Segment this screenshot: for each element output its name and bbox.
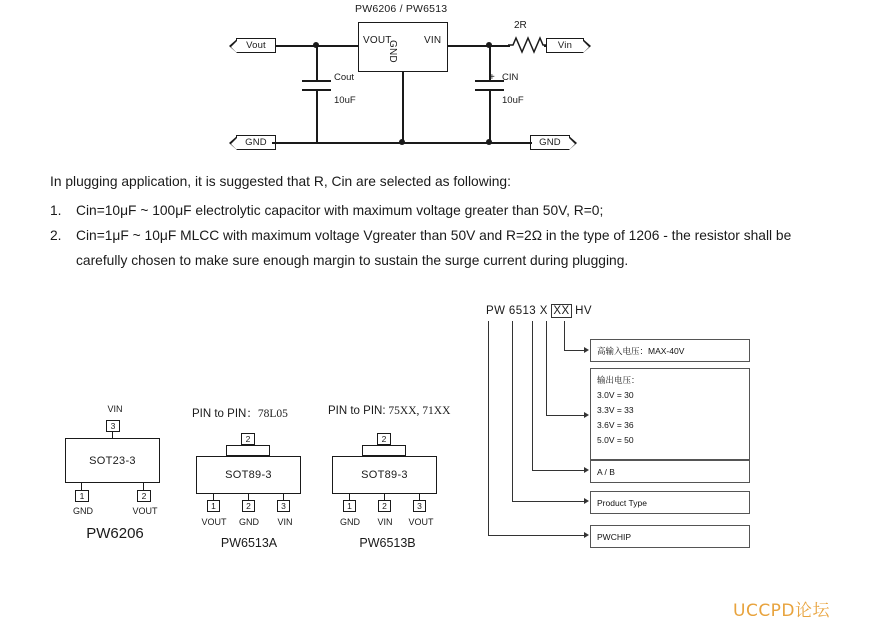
decoder-output-voltage-line-4: 5.0V = 50	[597, 435, 634, 445]
notes-intro: In plugging application, it is suggested that R, Cin are selected as following:	[50, 174, 511, 189]
pw6206-lead-2	[143, 483, 144, 490]
note-item-2-number: 2.	[50, 228, 62, 243]
cout-plate-top	[302, 80, 331, 82]
pw6513a-pin-to-pin-label: PIN to PIN：	[192, 408, 258, 420]
decoder-box-product-type: Product Type	[590, 491, 750, 514]
pw6513b-pin-2-label: VIN	[377, 517, 393, 527]
pw6206-name: PW6206	[86, 525, 144, 542]
pw6513b-pin-to-pin-label: PIN to PIN:	[328, 405, 386, 417]
ic-part-title: PW6206 / PW6513	[355, 3, 448, 15]
decoder-conn-pwchip	[488, 535, 587, 536]
decoder-box-pwchip: PWCHIP	[590, 525, 750, 548]
pw6513b-pin-2-num-top: 2	[377, 433, 391, 445]
decoder-conn-product-type	[512, 501, 587, 502]
pw6206-pin-2-num: 2	[137, 490, 151, 502]
pw6513a-pin-to-pin-value: 78L05	[257, 408, 288, 420]
wire-cin-bottom	[489, 89, 491, 142]
decoder-arrow-ab	[584, 467, 589, 473]
note-item-2	[50, 223, 840, 273]
decoder-code-boxed: XX	[553, 305, 570, 317]
pw6513b-pin-1-label: GND	[340, 517, 360, 527]
pw6206-top-pin-label: VIN	[107, 404, 123, 414]
decoder-line-high-input-voltage	[564, 321, 565, 351]
ic-pin-vout-label: VOUT	[363, 35, 392, 46]
terminal-vout	[236, 38, 276, 53]
junction-cout	[313, 42, 319, 48]
package-pw6513b	[328, 405, 463, 550]
package-pw6206	[55, 400, 185, 550]
decoder-output-voltage-line-2: 3.3V = 33	[597, 405, 634, 415]
pw6513b-pin-1-num: 1	[343, 500, 356, 512]
pw6513a-pin-to-pin	[192, 405, 288, 421]
pw6513a-name: PW6513A	[220, 536, 278, 550]
package-pw6513a	[192, 405, 322, 550]
pw6513a-pin-3-label: VIN	[277, 517, 293, 527]
decoder-box-high-input-voltage: 高输入电压：MAX-40V	[590, 339, 750, 362]
cin-name: CIN	[502, 72, 519, 83]
pw6513a-pin-2-num: 2	[242, 500, 255, 512]
note-item-1-text: Cin=10μF ~ 100μF electrolytic capacitor with maximum voltage greater than 50V, R=0;	[76, 203, 604, 218]
pw6513b-pin-2-num: 2	[378, 500, 391, 512]
terminal-gnd-right	[530, 135, 570, 150]
pw6513b-body: SOT89-3	[332, 456, 437, 494]
terminal-vin-label: Vin	[557, 40, 573, 51]
junction-cin	[486, 42, 492, 48]
decoder-output-voltage-line-1: 3.0V = 30	[597, 390, 634, 400]
decoder-arrow-high-input-voltage	[584, 347, 589, 353]
pw6206-pin-2-label: VOUT	[132, 506, 158, 516]
pw6206-body: SOT23-3	[65, 438, 160, 483]
pw6206-lead-1	[81, 483, 82, 490]
pw6513b-pin-3-label: VOUT	[408, 517, 434, 527]
decoder-line-pwchip	[488, 321, 489, 536]
pw6513b-pin-to-pin	[328, 405, 450, 417]
pw6513a-tab	[226, 445, 270, 456]
junction-gnd-ic	[399, 139, 405, 145]
cout-name: Cout	[334, 72, 355, 83]
note-item-1	[50, 198, 840, 223]
notes-block	[50, 170, 840, 273]
pw6513a-pin-1-label: VOUT	[201, 517, 227, 527]
decoder-conn-ab	[532, 470, 587, 471]
pw6206-pin-3-num: 3	[106, 420, 120, 432]
decoder-code-prefix: PW 6513 X	[486, 305, 552, 317]
ic-pin-vin-label: VIN	[424, 35, 442, 46]
note-item-2-text: Cin=1μF ~ 10μF MLCC with maximum voltage Vgreater than 50V and R=2Ω in the type of 1206 - the resistor shall be carefully chosen to make sure enough margin to sustain the surge current during plugging.	[76, 228, 792, 268]
note-item-1-number: 1.	[50, 203, 62, 218]
application-schematic	[0, 0, 871, 165]
ic-pin-gnd-label: GND	[387, 40, 398, 63]
terminal-vin	[546, 38, 584, 53]
wire-cout-bottom	[316, 89, 318, 142]
pw6513a-pin-3-num: 3	[277, 500, 290, 512]
pw6513a-body: SOT89-3	[196, 456, 301, 494]
pw6513b-tab	[362, 445, 406, 456]
cin-polarity: +	[489, 72, 495, 83]
pw6513a-pin-1-num: 1	[207, 500, 220, 512]
watermark-text: UCCPD论坛	[733, 601, 831, 621]
decoder-arrow-product-type	[584, 498, 589, 504]
terminal-gnd-left	[236, 135, 276, 150]
wire-ic-gnd-down	[402, 72, 404, 142]
wire-vin-to-resistor	[448, 45, 510, 47]
terminal-gnd-right-label: GND	[539, 137, 561, 148]
decoder-box-output-voltage	[590, 368, 750, 460]
wire-cout-top	[316, 45, 318, 80]
junction-cin-gnd	[486, 139, 492, 145]
pw6513b-pin-to-pin-value: 75XX, 71XX	[388, 405, 451, 417]
decoder-box-ab: A / B	[590, 460, 750, 483]
pw6206-pin-1-label: GND	[73, 506, 93, 516]
decoder-line-product-type	[512, 321, 513, 502]
resistor-label: 2R	[514, 20, 527, 31]
pw6513a-pin-2-num-top: 2	[241, 433, 255, 445]
pw6513a-pin-2-label: GND	[239, 517, 259, 527]
terminal-vout-label: Vout	[246, 40, 266, 51]
decoder-output-voltage-line-3: 3.6V = 36	[597, 420, 634, 430]
decoder-output-voltage-title: 输出电压：	[597, 375, 640, 385]
pw6513b-pin-3-num: 3	[413, 500, 426, 512]
pw6513b-name: PW6513B	[359, 536, 416, 550]
decoder-arrow-pwchip	[584, 532, 589, 538]
decoder-conn-output-voltage	[546, 415, 587, 416]
cin-value: 10uF	[502, 95, 524, 106]
resistor-2r-symbol	[508, 34, 548, 58]
decoder-code	[486, 305, 592, 317]
cout-value: 10uF	[334, 95, 356, 106]
decoder-line-output-voltage	[546, 321, 547, 416]
terminal-gnd-left-label: GND	[245, 137, 267, 148]
part-number-decoder	[480, 305, 870, 565]
ic-body	[358, 22, 448, 72]
pw6206-pin-1-num: 1	[75, 490, 89, 502]
decoder-line-ab	[532, 321, 533, 471]
decoder-arrow-output-voltage	[584, 412, 589, 418]
decoder-code-suffix: HV	[571, 305, 592, 317]
